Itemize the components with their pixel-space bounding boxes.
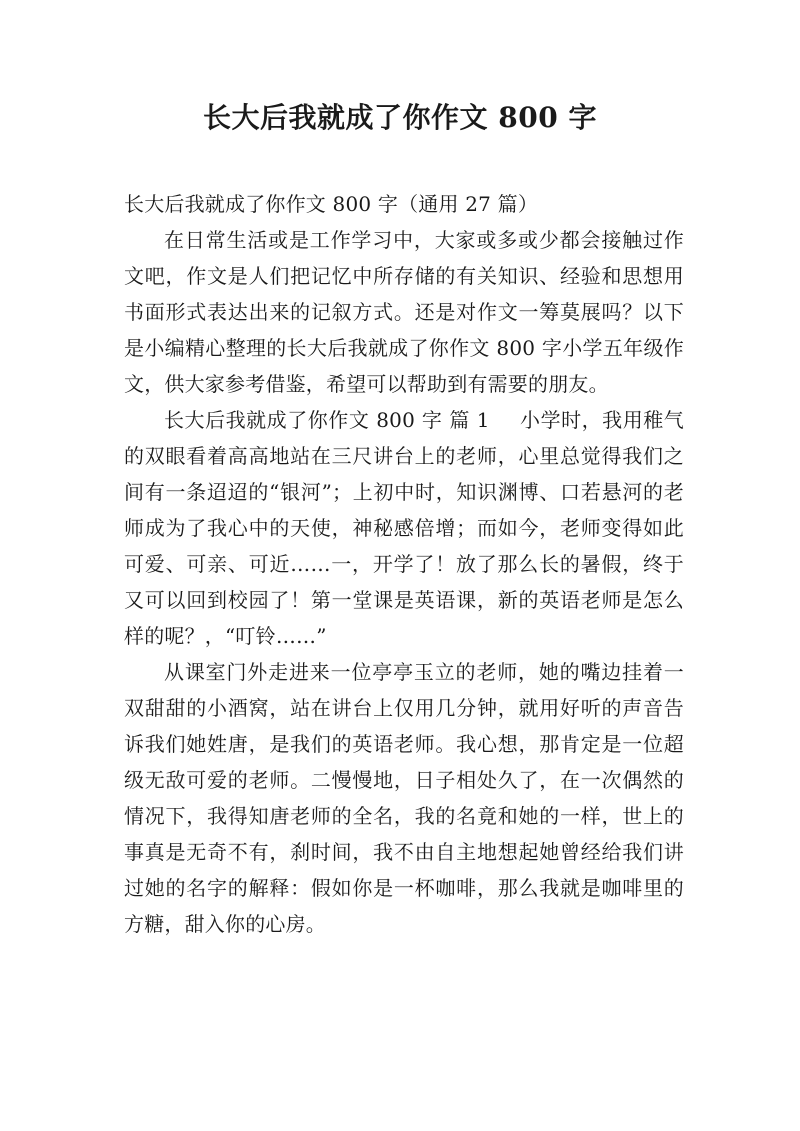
- document-subtitle: 长大后我就成了你作文 800 字（通用 27 篇）: [124, 192, 539, 216]
- article-1-first-paragraph: [124, 402, 684, 654]
- document-body: [124, 186, 684, 942]
- document-title: 长大后我就成了你作文 800 字: [203, 101, 597, 134]
- article-1-heading: 长大后我就成了你作文 800 字 篇 1: [164, 408, 490, 432]
- intro-paragraph: 在日常生活或是工作学习中，大家或多或少都会接触过作文吧，作文是人们把记忆中所存储的有关知识、经验和思想用书面形式表达出来的记叙方式。还是对作文一筹莫展吗？以下是小编精心整理的长大后我就成了你作文 800 字小学五年级作文，供大家参考借鉴，希望可以帮助到有需要的朋友。: [124, 228, 684, 396]
- article-1-second-paragraph: 从课室门外走进来一位亭亭玉立的老师，她的嘴边挂着一双甜甜的小酒窝，站在讲台上仅用几分钟，就用好听的声音告诉我们她姓唐，是我们的英语老师。我心想，那肯定是一位超级无敌可爱的老师。二慢慢地，日子相处久了，在一次偶然的情况下，我得知唐老师的全名，我的名竟和她的一样，世上的事真是无奇不有，刹时间，我不由自主地想起她曾经给我们讲过她的名字的解释：假如你是一杯咖啡，那么我就是咖啡里的方糖，甜入你的心房。: [124, 660, 684, 936]
- article-1-first-paragraph-text: 小学时，我用稚气的双眼看着高高地站在三尺讲台上的老师，心里总觉得我们之间有一条迢迢的“银河”；上初中时，知识渊博、口若悬河的老师成为了我心中的天使，神秘感倍增；而如今，老师变得如此可爱、可亲、可近……一，开学了！放了那么长的暑假，终于又可以回到校园了！第一堂课是英语课，新的英语老师是怎么样的呢？，“叮铃……”: [124, 408, 684, 648]
